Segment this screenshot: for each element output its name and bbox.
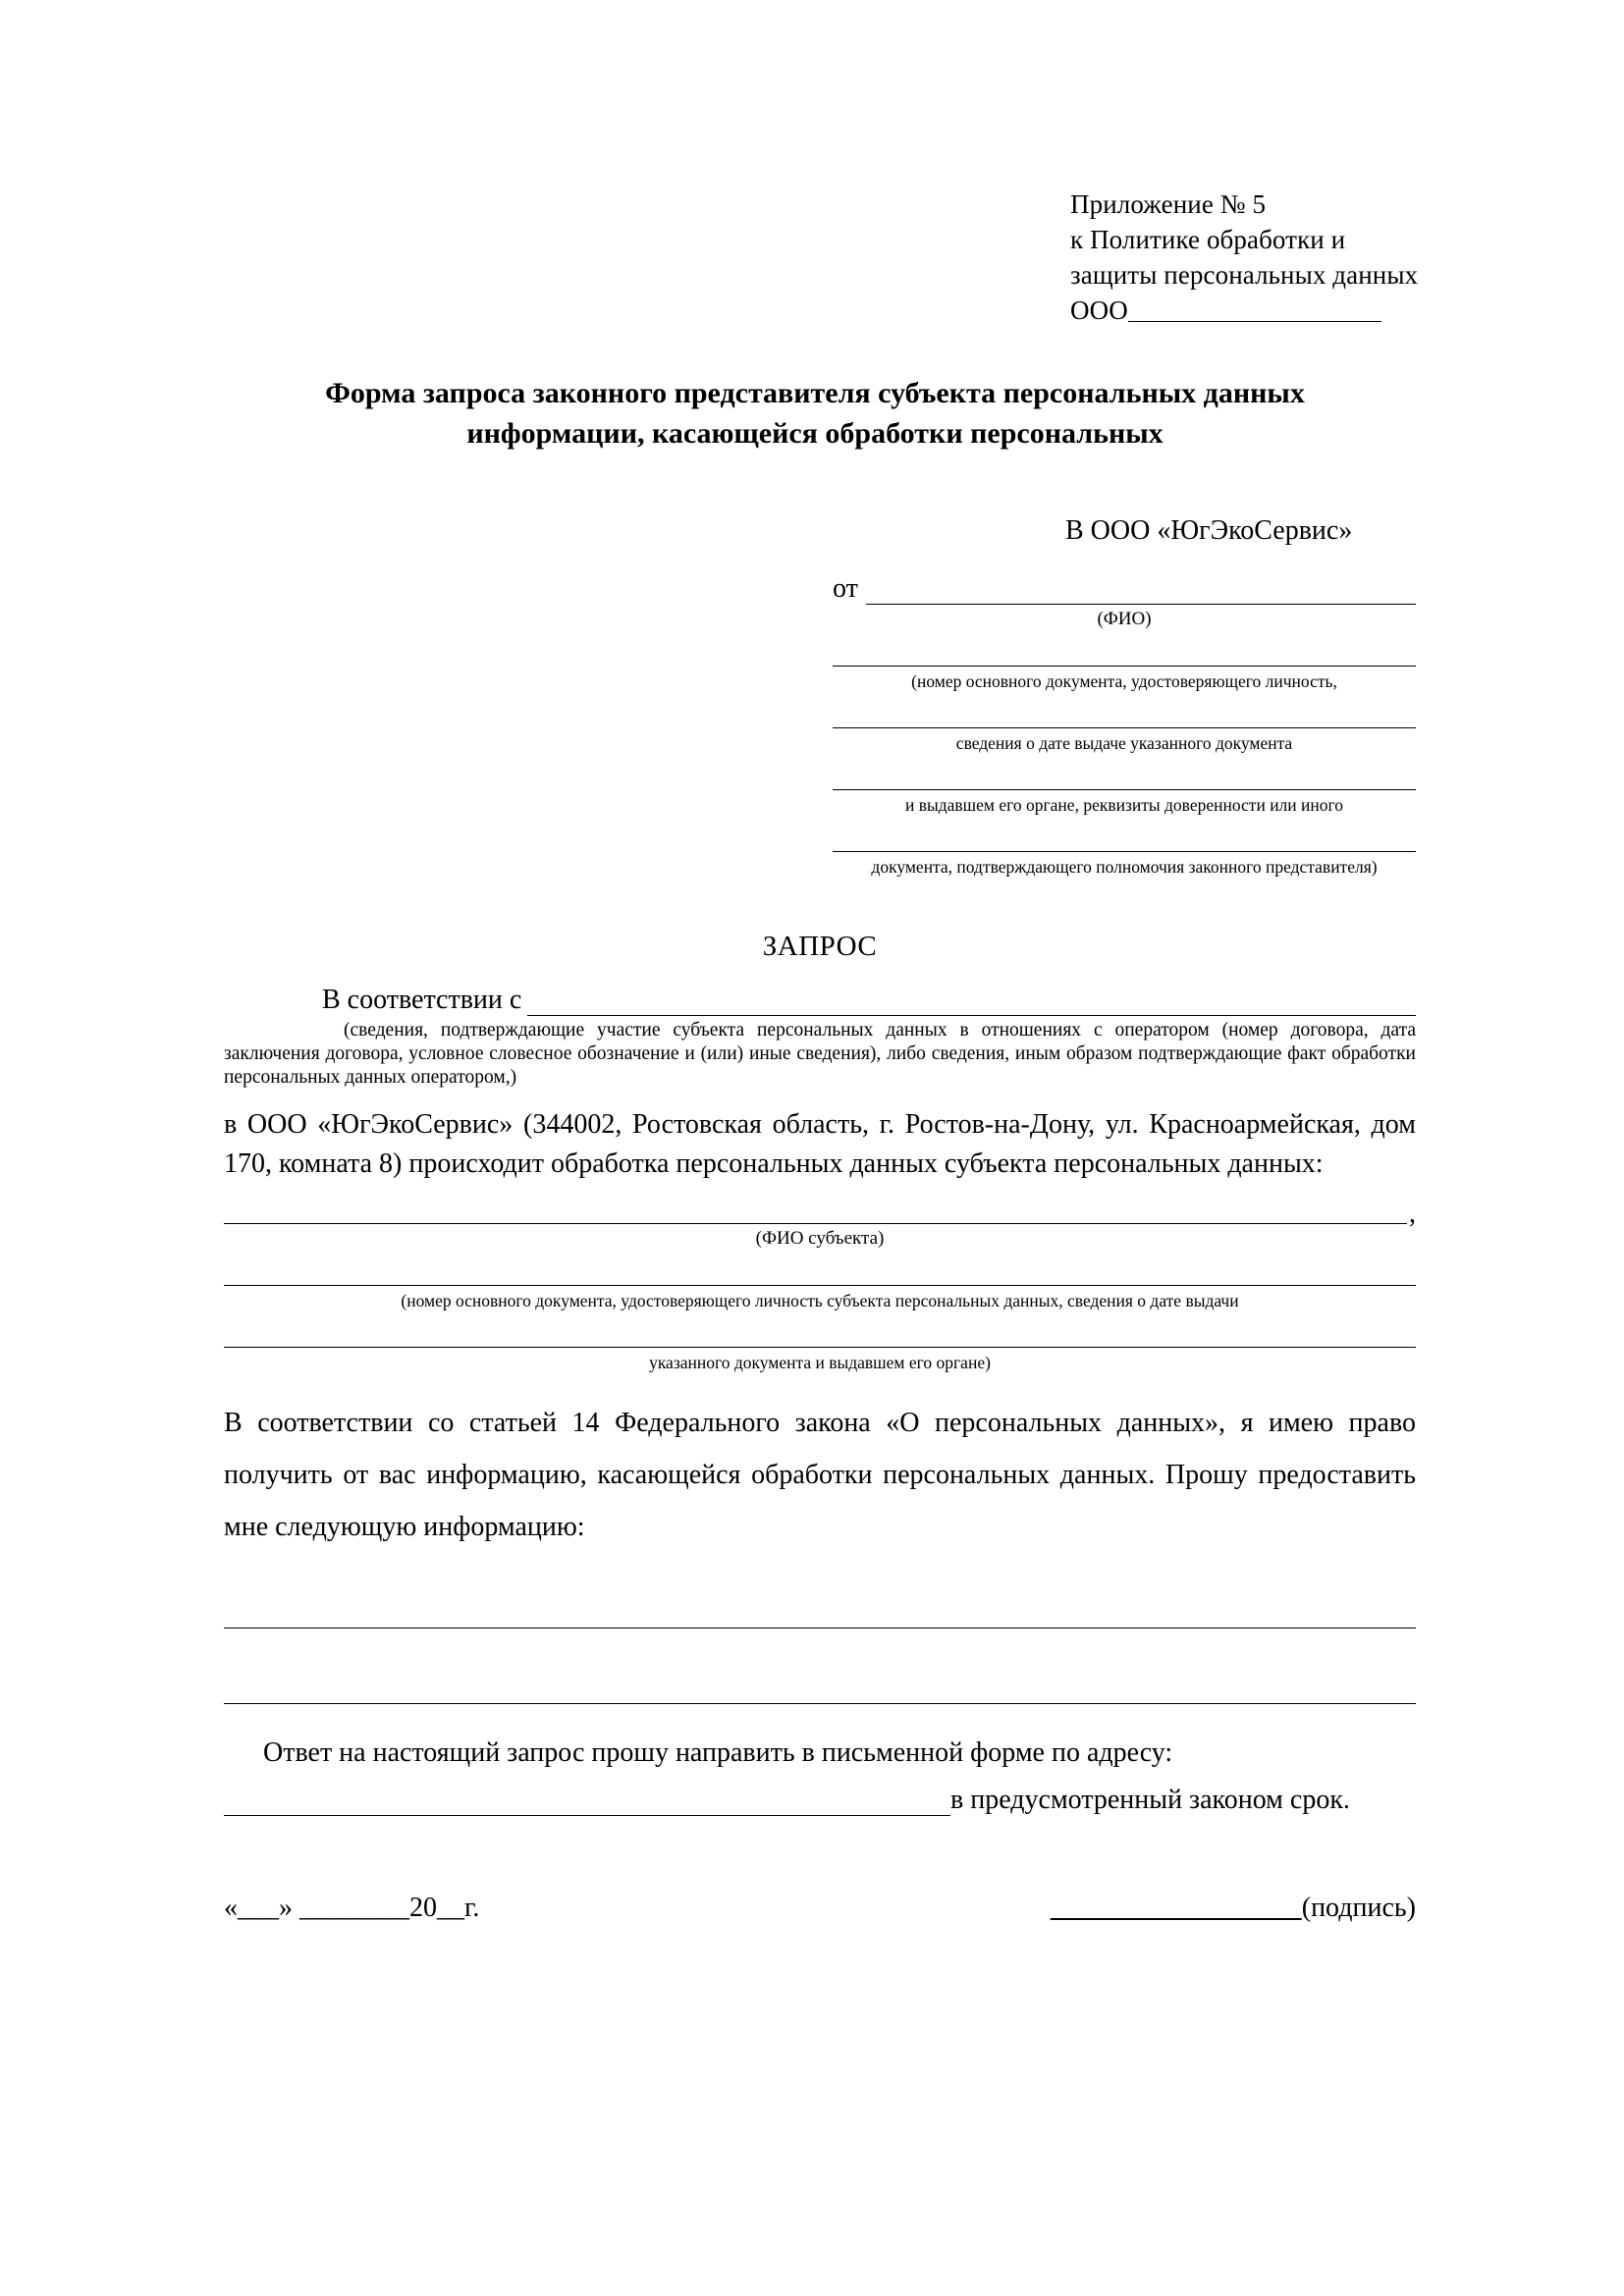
signature-block — [1051, 1893, 1416, 1924]
appendix-header — [1070, 187, 1419, 328]
addressee-block — [224, 514, 1416, 880]
in-accordance-blank-rule[interactable] — [527, 988, 1416, 1016]
company-prefix: ООО — [1070, 295, 1128, 325]
subject-doc-blank-rule-1[interactable] — [224, 1255, 1416, 1286]
from-label: от — [833, 573, 858, 604]
request-heading: ЗАПРОС — [762, 931, 878, 962]
law-paragraph: В соответствии со статьей 14 Федерального закона «О персональных данных», я имею право получить от вас информацию, касающейся обработки персональных данных. Прошу предоставить мне следующую информацию: — [224, 1408, 1416, 1542]
subject-fio-blank-rule[interactable] — [224, 1198, 1407, 1224]
caption-subject-fio: (ФИО субъекта) — [755, 1228, 885, 1249]
subject-doc-blank-rule-2[interactable] — [224, 1317, 1416, 1348]
answer-paragraph: Ответ на настоящий запрос прошу направить в письменной форме по адресу: — [263, 1737, 1173, 1768]
in-accordance-label: В соответствии с — [322, 985, 522, 1015]
answer-address-row — [224, 1785, 1416, 1816]
in-accordance-row — [224, 985, 1416, 1016]
free-text-blank-rule-2[interactable] — [224, 1674, 1416, 1704]
answer-address-tail: в предусмотренный законом срок. — [950, 1785, 1350, 1815]
doc-blank-rule-2[interactable] — [833, 698, 1416, 728]
from-blank-rule[interactable] — [866, 576, 1416, 605]
subject-fio-comma: , — [1409, 1199, 1416, 1229]
caption-doc-1: (номер основного документа, удостоверяющего личность, — [911, 671, 1337, 691]
date-line[interactable]: «___» ________20__г. — [224, 1893, 480, 1923]
company-blank-rule — [1128, 299, 1381, 322]
appendix-policy-line-2: защиты персональных данных — [1070, 260, 1419, 290]
free-text-blanks — [224, 1598, 1416, 1704]
caption-fio: (ФИО) — [1097, 609, 1152, 629]
subject-fio-row — [224, 1198, 1416, 1229]
caption-subject-doc-1: (номер основного документа, удостоверяющего личность субъекта персональных данных, сведения о дате выдачи — [401, 1291, 1239, 1310]
doc-blank-rule-1[interactable] — [833, 636, 1416, 667]
caption-subject-doc-2: указанного документа и выдавшем его органе) — [649, 1353, 991, 1372]
free-text-blank-rule-1[interactable] — [224, 1598, 1416, 1629]
from-row — [833, 573, 1416, 605]
caption-doc-3: и выдавшем его органе, реквизиты доверенности или иного — [904, 795, 1344, 815]
page-title: Форма запроса законного представителя субъекта персональных данных информации, касающейся обработки персональных — [325, 377, 1305, 450]
answer-address-blank-rule[interactable] — [224, 1788, 950, 1816]
caption-doc-2: сведения о дате выдаче указанного документа — [955, 733, 1293, 753]
signature-row — [224, 1893, 1416, 1924]
addressee-organization: В ООО «ЮгЭкоСервис» — [1065, 515, 1353, 546]
appendix-policy-line-1: к Политике обработки и — [1070, 225, 1346, 254]
doc-blank-rule-3[interactable] — [833, 760, 1416, 790]
appendix-company-line — [1070, 293, 1416, 328]
appendix-number: Приложение № 5 — [1070, 189, 1267, 219]
organization-paragraph: в ООО «ЮгЭкоСервис» (344002, Ростовская область, г. Ростов-на-Дону, ул. Красноармейская, дом 170, комната 8) происходит обработка персональных данных субъекта персональных данных: — [224, 1109, 1416, 1179]
fineprint-note — [224, 1019, 1416, 1090]
signature-blank-rule[interactable] — [1051, 1893, 1302, 1923]
caption-doc-4: документа, подтверждающего полномочия законного представителя) — [871, 857, 1378, 877]
signature-label: (подпись) — [1301, 1893, 1416, 1923]
fineprint-text: (сведения, подтверждающие участие субъекта персональных данных в отношениях с оператором (номер договора, дата заключения договора, условное словесное обозначение и (или) иные сведения), либо сведения, иным образом подтверждающие факт обработки персональных данных оператором,) — [224, 1020, 1416, 1088]
doc-blank-rule-4[interactable] — [833, 822, 1416, 852]
